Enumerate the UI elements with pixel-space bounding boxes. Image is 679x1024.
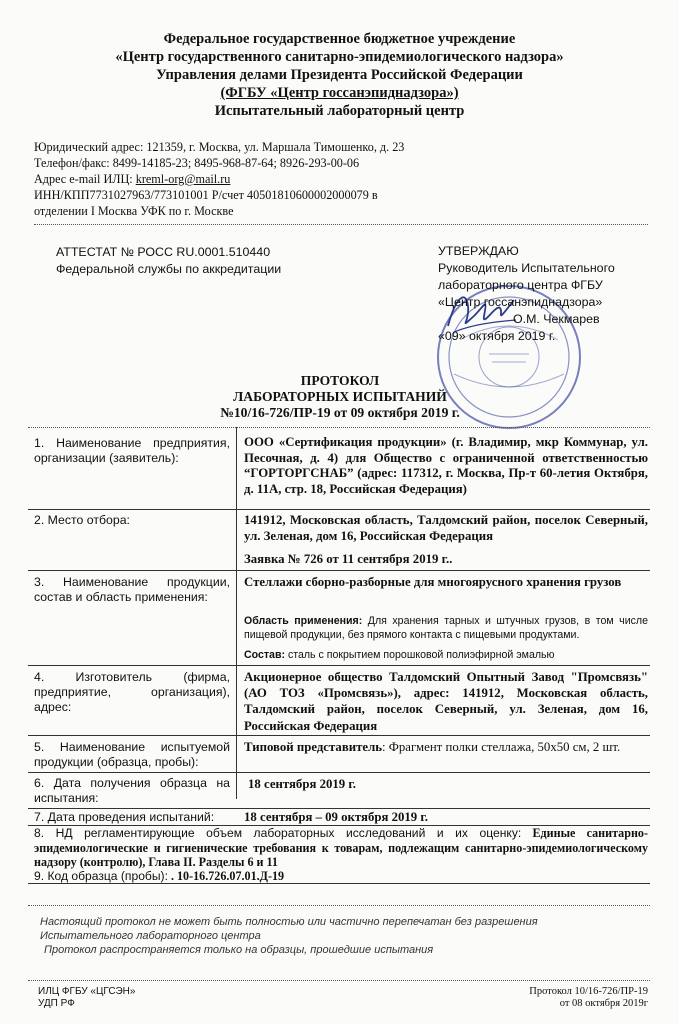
row-7-value: 18 сентября – 09 октября 2019 г.: [244, 810, 428, 824]
footer-right: [520, 986, 648, 1010]
approval-block: [438, 243, 615, 345]
row-divider: [28, 665, 650, 666]
request-number: Заявка № 726 от 11 сентября 2019 г..: [244, 552, 453, 566]
approval-title: УТВЕРЖДАЮ: [438, 244, 519, 258]
typical-representative-label: Типовой представитель: [244, 740, 383, 754]
table-column-divider: [236, 427, 237, 799]
row-8: [34, 826, 648, 870]
bank-line: отделении I Москва УФК по г. Москве: [34, 204, 234, 218]
row-6-value: 18 сентября 2019 г.: [248, 777, 356, 791]
protocol-subheading: ЛАБОРАТОРНЫХ ИСПЫТАНИЙ: [233, 389, 447, 404]
header-line-1: Федеральное государственное бюджетное учреждение: [163, 31, 516, 47]
email-prefix: Адрес e-mail ИЛЦ:: [34, 172, 136, 186]
row-2-label: 2. Место отбора:: [34, 513, 130, 527]
legal-address: Юридический адрес: 121359, г. Москва, ул. Маршала Тимошенко, д. 23: [34, 140, 405, 154]
row-1-value: ООО «Сертификация продукции» (г. Владимир, мкр Коммунар, ул. Песочная, д. 4) для Общество с ограниченной ответственностью “ГОРТОРГСНАБ” (адрес: 117312, г. Москва, Пр-т 60-летия Октября, д. 11А, стр. 18, Российская Федерация): [244, 435, 648, 496]
inn-line: ИНН/КПП7731027963/773101001 Р/счет 40501810600002000079 в: [34, 188, 378, 202]
sample-description: : Фрагмент полки стеллажа, 50х50 см, 2 шт.: [382, 740, 621, 754]
application-scope-label: Область применения:: [244, 615, 363, 627]
row-divider: [28, 808, 650, 809]
row-5-label: 5. Наименование испытуемой продукции (образца, пробы):: [34, 740, 230, 769]
footnote-reprint: Настоящий протокол не может быть полностью или частично перепечатан без разрешения Испытательного лабораторного центра: [40, 916, 538, 942]
phone-fax: Телефон/факс: 8499-14185-23; 8495-968-87-64; 8926-293-00-06: [34, 156, 360, 170]
composition-text: сталь с покрытием порошковой полиэфирной эмалью: [285, 649, 555, 661]
email-line: [34, 171, 404, 187]
attestat-block: [56, 244, 281, 278]
application-scope: [244, 614, 648, 642]
footer-protocol-number: Протокол 10/16-726/ПР-19: [529, 986, 648, 997]
header-line-3: Управления делами Президента Российской Федерации: [156, 67, 523, 83]
row-divider: [28, 570, 650, 571]
protocol-number: №10/16-726/ПР-19 от 09 октября 2019 г.: [220, 405, 460, 420]
footnote: [40, 915, 580, 957]
header-line-4: (ФГБУ «Центр госсанэпиднадзора»): [220, 85, 459, 101]
row-8-label: 8. НД регламентирующие объем лабораторных исследований и их оценку:: [34, 826, 522, 840]
row-9-label: 9. Код образца (пробы):: [34, 869, 168, 883]
footer-divider: [28, 980, 650, 981]
sample-code: . 10-16.726.07.01.Д-19: [167, 869, 285, 883]
row-divider: [28, 735, 650, 736]
protocol-heading: ПРОТОКОЛ: [300, 373, 380, 388]
row-3-label: 3. Наименование продукции, состав и область применения:: [34, 575, 230, 604]
row-9: [34, 869, 284, 883]
email-link[interactable]: kreml-org@mail.ru: [135, 172, 231, 186]
composition: [244, 648, 648, 662]
footer-left: [38, 986, 135, 1010]
protocol-title: [170, 373, 510, 421]
approval-signatory: О.М. Чекмарев: [513, 312, 600, 326]
row-5-value: [244, 740, 648, 756]
header-divider: [34, 224, 648, 225]
application-scope-text: Для хранения тарных и штучных грузов, в том числе пищевой продукции, без прямого контакта с пищевыми продуктами.: [244, 615, 648, 641]
row-4-value: Акционерное общество Талдомский Опытный Завод "Промсвязь" (АО ТОЗ «Промсвязь»), адрес: 141912, Московская область, Талдомский район, поселок Северный, ул. Зеленая, дом 16, Российская Федерация: [244, 670, 648, 733]
row-2-value: 141912, Московская область, Талдомский район, поселок Северный, ул. Зеленая, дом 16, Российская Федерация: [244, 513, 648, 543]
footer-organization: ИЛЦ ФГБУ «ЦГСЭН»: [38, 986, 136, 997]
row-7-label: 7. Дата проведения испытаний:: [34, 810, 215, 824]
row-divider: [28, 509, 650, 510]
approval-position-2: лабораторного центра ФГБУ: [438, 278, 603, 292]
table-top-border: [28, 427, 650, 428]
header-line-5: Испытательный лабораторный центр: [214, 103, 465, 119]
row-1-label: 1. Наименование предприятия, организации (заявитель):: [34, 436, 230, 465]
row-3-value: Стеллажи сборно-разборные для многоярусного хранения грузов: [244, 575, 622, 589]
row-6-label: 6. Дата получения образца на испытания:: [34, 776, 230, 805]
composition-label: Состав:: [244, 649, 285, 661]
row-8-value: Единые санитарно-эпидемиологические и гигиенические требования к товарам, подлежащим санитарно-эпидемиологическому надзору (контролю), Глава II. Разделы 6 и 11: [34, 826, 648, 869]
footnote-divider: [28, 905, 650, 906]
approval-organization: «Центр госсанэпиднадзора»: [438, 295, 603, 309]
footer-department: УДП РФ: [38, 998, 75, 1009]
organization-header: [0, 30, 679, 120]
requisites-block: [34, 139, 404, 219]
approval-position-1: Руководитель Испытательного: [438, 261, 615, 275]
footnote-scope: Протокол распространяется только на образцы, прошедшие испытания: [44, 944, 434, 956]
header-line-2: «Центр государственного санитарно-эпидемиологического надзора»: [115, 49, 564, 65]
row-4-label: 4. Изготовитель (фирма, предприятие, организация), адрес:: [34, 670, 230, 714]
attestat-authority: Федеральной службы по аккредитации: [56, 262, 282, 276]
table-bottom-border: [28, 883, 650, 884]
row-divider: [28, 772, 650, 773]
footer-protocol-date: от 08 октября 2019г: [559, 998, 648, 1009]
attestat-number: АТТЕСТАТ № РОСС RU.0001.510440: [56, 245, 271, 259]
approval-date: «09» октября 2019 г.: [438, 329, 556, 343]
